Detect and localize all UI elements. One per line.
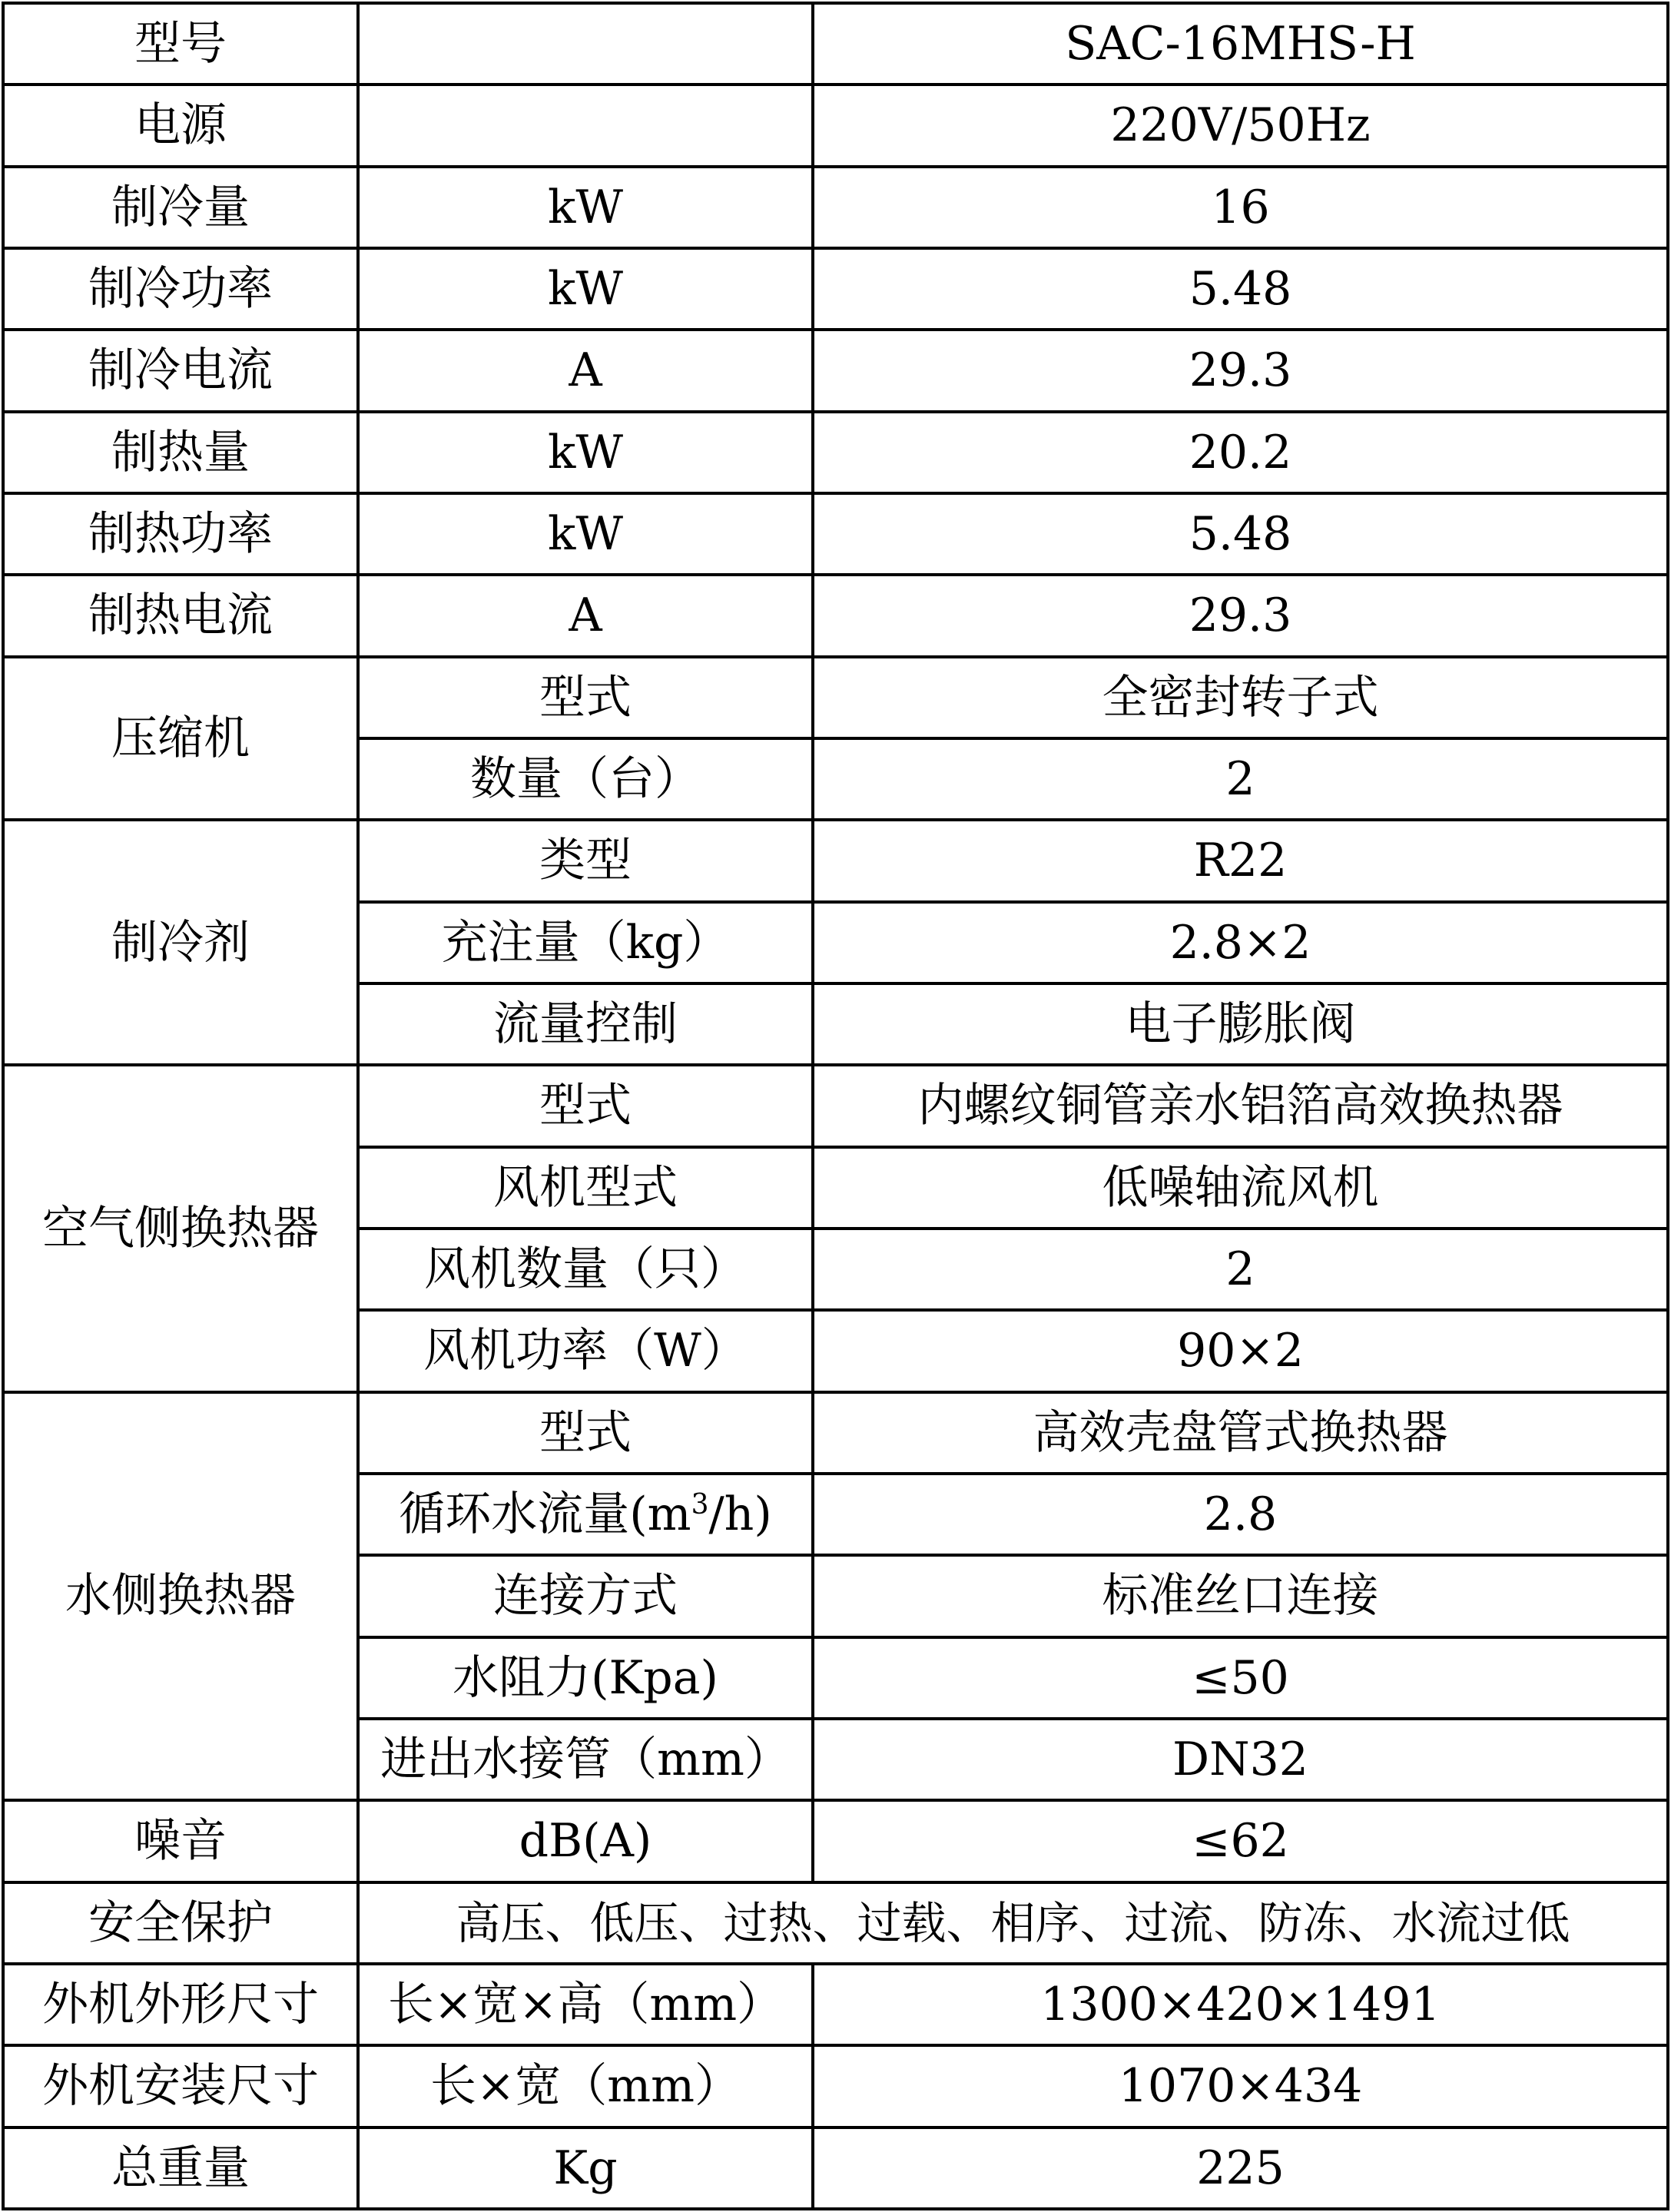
sub-param-name: 数量（台）: [358, 738, 813, 820]
param-value: 1070×434: [813, 2045, 1668, 2127]
param-label: 制热功率: [3, 493, 358, 575]
table-row: [3, 412, 1668, 493]
param-label: 制冷量: [3, 167, 358, 248]
param-value: DN32: [813, 1719, 1668, 1800]
param-unit: kW: [358, 493, 813, 575]
param-label: 型号: [3, 3, 358, 85]
table-row: [3, 167, 1668, 248]
param-label: 制冷功率: [3, 248, 358, 330]
sub-param-name: 连接方式: [358, 1555, 813, 1637]
sub-param-name: 型式: [358, 1392, 813, 1474]
flow-label-superscript: 3: [691, 1489, 709, 1521]
safety-protection-value: 高压、低压、过热、过载、相序、过流、防冻、水流过低: [358, 1882, 1668, 1964]
sub-param-name: [358, 1474, 813, 1555]
param-unit: 长×宽（mm）: [358, 2045, 813, 2127]
param-unit: kW: [358, 167, 813, 248]
sub-param-name: 型式: [358, 1065, 813, 1146]
param-label: 噪音: [3, 1800, 358, 1882]
sub-param-name: 进出水接管（mm）: [358, 1719, 813, 1800]
param-value: 220V/50Hz: [813, 85, 1668, 166]
table-row: [3, 1800, 1668, 1882]
sub-param-name: 风机数量（只）: [358, 1229, 813, 1310]
param-label: 外机外形尺寸: [3, 1964, 358, 2045]
param-value: 电子膨胀阀: [813, 983, 1668, 1065]
param-value: 2: [813, 1229, 1668, 1310]
table-row: [3, 1882, 1668, 1964]
param-value: 2: [813, 738, 1668, 820]
sub-param-name: 水阻力(Kpa): [358, 1637, 813, 1719]
param-unit: [358, 85, 813, 166]
param-value: 2.8×2: [813, 902, 1668, 983]
param-unit: Kg: [358, 2127, 813, 2209]
param-value: 5.48: [813, 493, 1668, 575]
table-row: [3, 248, 1668, 330]
param-value: ≤50: [813, 1637, 1668, 1719]
param-value: 16: [813, 167, 1668, 248]
param-unit: kW: [358, 248, 813, 330]
param-value: 内螺纹铜管亲水铝箔高效换热器: [813, 1065, 1668, 1146]
table-row: [3, 85, 1668, 166]
sub-param-name: 型式: [358, 657, 813, 738]
sub-param-name: 风机型式: [358, 1147, 813, 1229]
param-value: 2.8: [813, 1474, 1668, 1555]
param-unit: 长×宽×高（mm）: [358, 1964, 813, 2045]
param-value: 标准丝口连接: [813, 1555, 1668, 1637]
flow-label-post: /h): [708, 1487, 772, 1542]
table-row: [3, 1065, 1668, 1146]
flow-label-pre: 循环水流量(m: [399, 1487, 691, 1542]
sub-param-name: 风机功率（W）: [358, 1310, 813, 1391]
table-row: [3, 3, 1668, 85]
param-unit: dB(A): [358, 1800, 813, 1882]
table-row: [3, 330, 1668, 411]
table-row: [3, 1392, 1668, 1474]
param-value: 29.3: [813, 330, 1668, 411]
param-value: 低噪轴流风机: [813, 1147, 1668, 1229]
param-unit: A: [358, 575, 813, 656]
param-unit: kW: [358, 412, 813, 493]
table-row: [3, 820, 1668, 901]
group-label-refrigerant: 制冷剂: [3, 820, 358, 1065]
param-label: 制热量: [3, 412, 358, 493]
param-label: 制冷电流: [3, 330, 358, 411]
param-value: 20.2: [813, 412, 1668, 493]
sub-param-name: 充注量（kg）: [358, 902, 813, 983]
param-label: 制热电流: [3, 575, 358, 656]
table-row: [3, 1964, 1668, 2045]
param-label: 总重量: [3, 2127, 358, 2209]
param-value: 全密封转子式: [813, 657, 1668, 738]
param-value: SAC-16MHS-H: [813, 3, 1668, 85]
param-label: 外机安装尺寸: [3, 2045, 358, 2127]
param-value: 29.3: [813, 575, 1668, 656]
sub-param-name: 流量控制: [358, 983, 813, 1065]
param-value: 高效壳盘管式换热器: [813, 1392, 1668, 1474]
group-label-air-hx: 空气侧换热器: [3, 1065, 358, 1391]
param-value: 5.48: [813, 248, 1668, 330]
table-row: [3, 2045, 1668, 2127]
sub-param-name: 类型: [358, 820, 813, 901]
param-label: 电源: [3, 85, 358, 166]
table-row: [3, 2127, 1668, 2209]
group-label-water-hx: 水侧换热器: [3, 1392, 358, 1801]
spec-table: [2, 2, 1669, 2210]
param-value: 90×2: [813, 1310, 1668, 1391]
param-label: 安全保护: [3, 1882, 358, 1964]
group-label-compressor: 压缩机: [3, 657, 358, 821]
param-unit: A: [358, 330, 813, 411]
table-row: [3, 493, 1668, 575]
param-unit: [358, 3, 813, 85]
param-value: R22: [813, 820, 1668, 901]
param-value: ≤62: [813, 1800, 1668, 1882]
param-value: 1300×420×1491: [813, 1964, 1668, 2045]
table-row: [3, 657, 1668, 738]
table-row: [3, 575, 1668, 656]
param-value: 225: [813, 2127, 1668, 2209]
